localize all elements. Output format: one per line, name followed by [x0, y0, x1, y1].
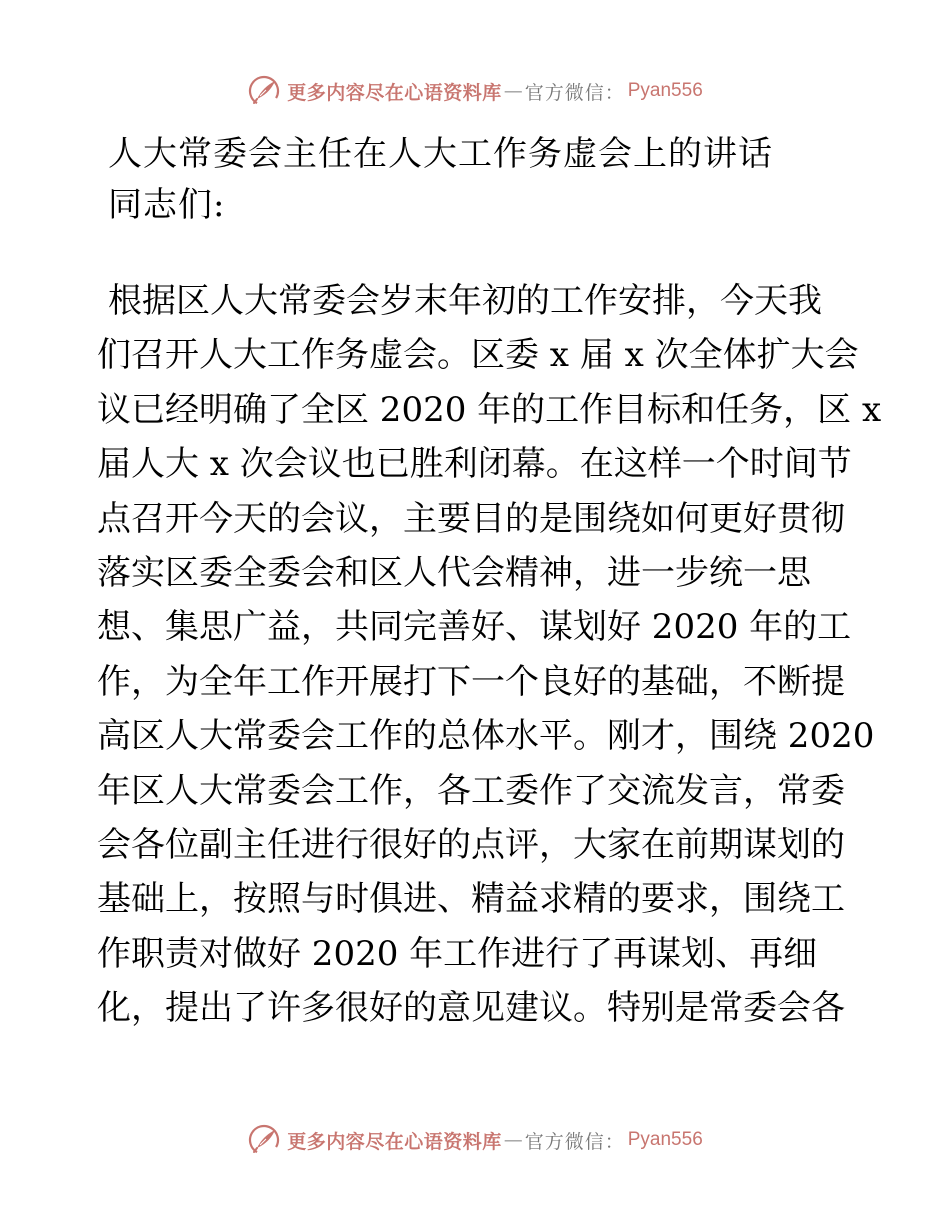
document-title: 人大常委会主任在人大工作务虚会上的讲话	[108, 134, 773, 174]
watermark-site-text: 更多内容尽在心语资料库	[287, 81, 502, 104]
body-line: 作职责对做好 2020 年工作进行了再谋划、再细	[97, 933, 818, 974]
feather-logo-icon	[247, 74, 281, 108]
header-watermark	[0, 71, 950, 111]
body-line: 届人大 x 次会议也已胜利闭幕。在这样一个时间节	[97, 444, 852, 485]
body-line: 点召开今天的会议，主要目的是围绕如何更好贯彻	[97, 498, 845, 539]
body-line: 根据区人大常委会岁末年初的工作安排，今天我	[108, 281, 822, 321]
body-line: 高区人大常委会工作的总体水平。刚才，围绕 2020	[97, 716, 875, 757]
body-line: 基础上，按照与时俱进、精益求精的要求，围绕工	[97, 879, 845, 920]
watermark-account-id: Pyan556	[627, 1129, 703, 1150]
body-line: 落实区委全委会和区人代会精神，进一步统一思	[97, 552, 811, 593]
body-line: 议已经明确了全区 2020 年的工作目标和任务，区 x	[97, 389, 882, 430]
footer-watermark	[0, 1120, 950, 1160]
body-line: 年区人大常委会工作，各工委作了交流发言，常委	[97, 770, 845, 811]
watermark-separator: —	[503, 80, 523, 102]
watermark-official-label: 官方微信：	[524, 81, 625, 104]
body-line: 们召开人大工作务虚会。区委 x 届 x 次全体扩大会	[97, 335, 859, 376]
watermark-site-text: 更多内容尽在心语资料库	[287, 1130, 502, 1153]
watermark-text	[287, 1127, 703, 1154]
watermark-account-id: Pyan556	[627, 80, 703, 101]
greeting: 同志们:	[108, 185, 226, 225]
body-line: 会各位副主任进行很好的点评，大家在前期谋划的	[97, 824, 845, 865]
body-line: 想、集思广益，共同完善好、谋划好 2020 年的工	[97, 607, 852, 648]
body-line: 作，为全年工作开展打下一个良好的基础，不断提	[97, 661, 845, 702]
watermark-text	[287, 78, 703, 105]
body-line: 化，提出了许多很好的意见建议。特别是常委会各	[97, 988, 845, 1029]
feather-logo-icon	[247, 1123, 281, 1157]
watermark-separator: —	[503, 1129, 523, 1151]
body-paragraph	[97, 274, 882, 1035]
watermark-official-label: 官方微信：	[524, 1130, 625, 1153]
